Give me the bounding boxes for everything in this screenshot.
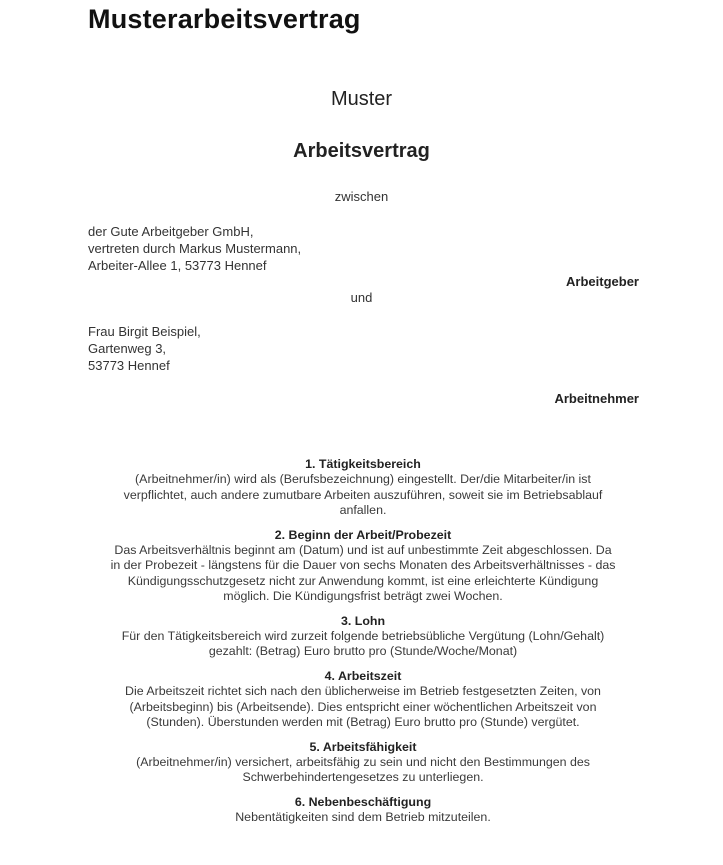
section-body (88, 810, 638, 825)
employee-address (88, 323, 201, 374)
section-line: Die Arbeitszeit richtet sich nach den üblicherweise im Betrieb festgesetzten Zeiten, von (125, 684, 601, 699)
section-body (88, 472, 638, 518)
page-heading: Musterarbeitsvertrag (88, 4, 361, 34)
employee-address-line: Gartenweg 3, (88, 341, 167, 356)
section-line: Für den Tätigkeitsbereich wird zurzeit folgende betriebsübliche Vergütung (Lohn/Gehalt) (121, 629, 605, 644)
employer-address-line: Arbeiter-Allee 1, 53773 Hennef (88, 258, 267, 273)
contract-section (88, 528, 638, 605)
section-title: 3. Lohn (340, 613, 386, 628)
employee-address-line: 53773 Hennef (88, 358, 170, 373)
contract-section (88, 740, 638, 786)
employer-role-label: Arbeitgeber (566, 274, 639, 289)
contract-section (88, 795, 638, 826)
section-line: (Arbeitsbeginn) bis (Arbeitsende). Dies entspricht einer wöchentlichen Arbeitszeit von (129, 699, 597, 714)
employee-address-line: Frau Birgit Beispiel, (88, 324, 201, 339)
section-line: gezahlt: (Betrag) Euro brutto pro (Stunde/Woche/Monat) (208, 644, 518, 659)
section-body (88, 755, 638, 786)
section-line: (Arbeitnehmer/in) versichert, arbeitsfähig zu sein und nicht den Bestimmungen des (136, 754, 590, 769)
between-label: zwischen (334, 189, 389, 204)
contract-section (88, 669, 638, 731)
and-label: und (350, 290, 373, 305)
section-title: 6. Nebenbeschäftigung (294, 794, 432, 809)
section-line: (Arbeitnehmer/in) wird als (Berufsbezeichnung) eingestellt. Der/die Mitarbeiter/in ist (135, 472, 591, 487)
section-line: (Stunden). Überstunden werden mit (Betrag) Euro brutto pro (Stunde) vergütet. (146, 715, 580, 730)
section-title: 5. Arbeitsfähigkeit (309, 739, 417, 754)
employer-address-line: der Gute Arbeitgeber GmbH, (88, 224, 254, 239)
section-line: möglich. Die Kündigungsfrist beträgt zwei Wochen. (223, 589, 503, 604)
contract-sections (88, 457, 638, 835)
section-body (88, 543, 638, 605)
section-body (88, 629, 638, 660)
section-line: Schwerbehindertengesetzes zu unterliegen. (242, 770, 484, 785)
document-kicker: Muster (330, 88, 393, 110)
section-line: anfallen. (339, 503, 387, 518)
section-line: in der Probezeit - längstens für die Dauer von sechs Monaten des Arbeitsverhältnisses - das (110, 558, 616, 573)
section-title: 2. Beginn der Arbeit/Probezeit (274, 527, 452, 542)
section-line: Nebentätigkeiten sind dem Betrieb mitzuteilen. (235, 810, 491, 825)
employer-address (88, 223, 301, 274)
document-title: Arbeitsvertrag (293, 140, 430, 162)
section-line: Das Arbeitsverhältnis beginnt am (Datum) und ist auf unbestimmte Zeit abgeschlossen. Da (114, 543, 612, 558)
employer-address-line: vertreten durch Markus Mustermann, (88, 241, 302, 256)
employee-role-label: Arbeitnehmer (554, 391, 639, 406)
section-title: 4. Arbeitszeit (324, 668, 402, 683)
section-line: verpflichtet, auch andere zumutbare Arbeiten auszuführen, soweit sie im Betriebsablauf (123, 487, 603, 502)
section-body (88, 684, 638, 730)
contract-section (88, 457, 638, 519)
section-line: Kündigungsschutzgesetz nicht zur Anwendung kommt, ist eine erleichterte Kündigung (127, 573, 599, 588)
section-title: 1. Tätigkeitsbereich (305, 457, 421, 471)
contract-section (88, 614, 638, 660)
